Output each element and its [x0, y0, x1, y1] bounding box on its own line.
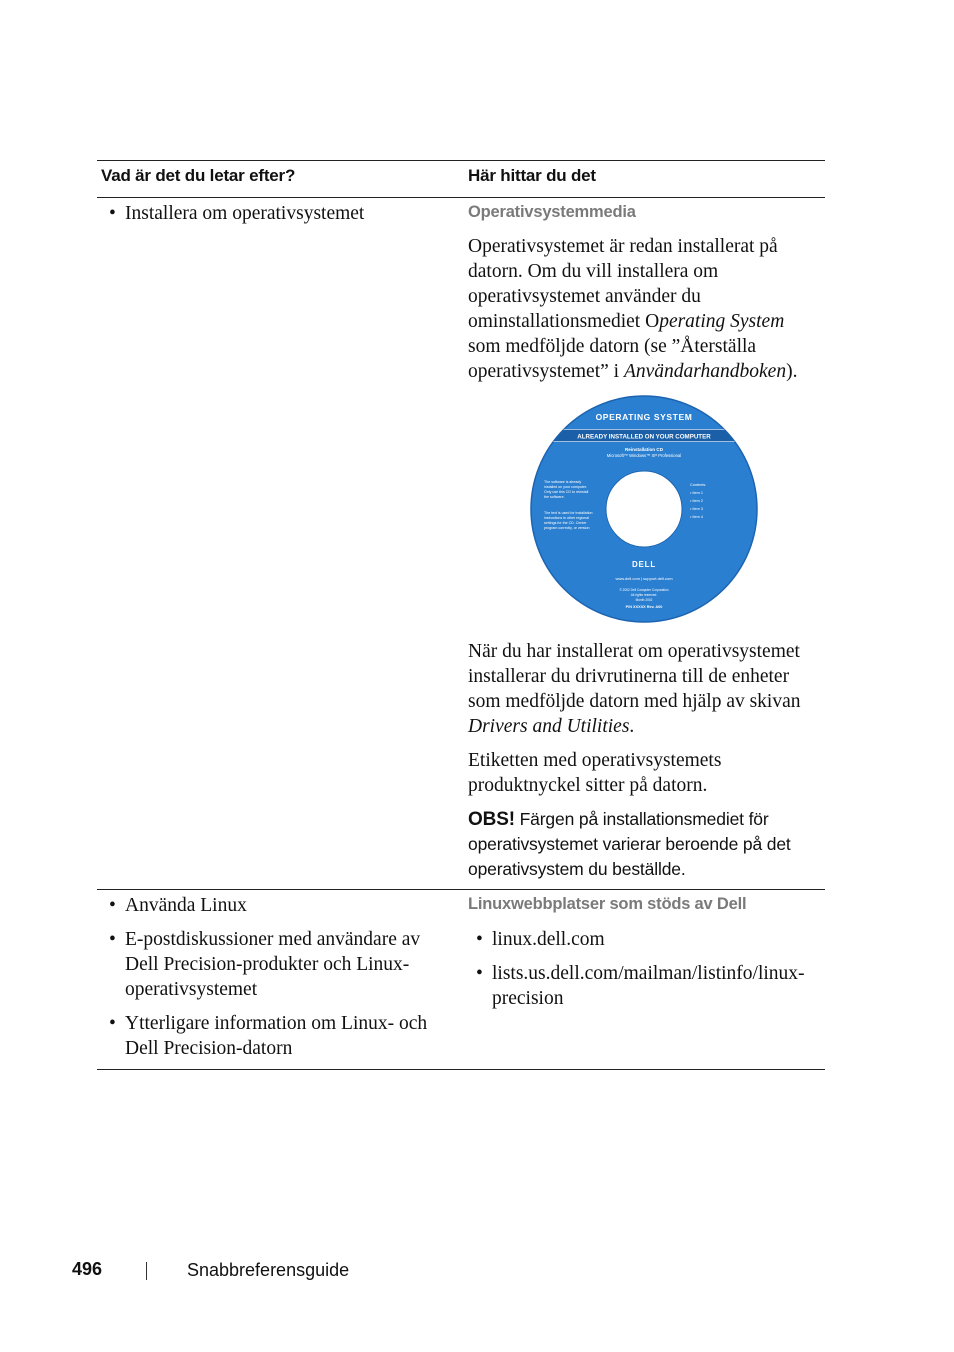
- list-item: • Ytterligare information om Linux- och Dell Precision-datorn: [109, 1013, 428, 1059]
- note-label: OBS!: [468, 809, 515, 830]
- svg-text:Month 2002: Month 2002: [635, 598, 653, 602]
- svg-text:settings for the CD. Center: settings for the CD. Center: [544, 521, 587, 525]
- paragraph-install-drivers: När du har installerat om operativsystemet installerar du drivrutinerna till de enheter som medföljde datorn med hjälp av skivan Drivers and Utilities.: [468, 641, 801, 737]
- svg-text:Contents:: Contents:: [690, 483, 707, 487]
- svg-text:The software is already: The software is already: [544, 480, 582, 484]
- svg-text:© 2002 Dell Computer Corporati: © 2002 Dell Computer Corporation: [619, 588, 669, 592]
- section-subhead-os-media: Operativsystemmedia: [468, 203, 636, 221]
- svg-text:instructions in other regional: instructions in other regional: [544, 516, 589, 520]
- svg-text:• Item 1: • Item 1: [690, 491, 703, 495]
- svg-text:• Item 2: • Item 2: [690, 499, 703, 503]
- cd-band-label: ALREADY INSTALLED ON YOUR COMPUTER: [577, 433, 711, 441]
- paragraph-product-key: Etiketten med operativsystemets produktnyckel sitter på datorn.: [468, 750, 722, 796]
- column-header-what: Vad är det du letar efter?: [101, 166, 296, 185]
- svg-text:All rights reserved.: All rights reserved.: [630, 593, 658, 597]
- svg-text:installed on your computer.: installed on your computer.: [544, 485, 587, 489]
- dell-logo: DELL: [631, 560, 657, 569]
- list-item: • E-postdiskussioner med användare av Dell Precision-produkter och Linux- operativsystemet: [109, 929, 421, 1000]
- svg-text:P/N XXXXX Rev. A00: P/N XXXXX Rev. A00: [625, 605, 663, 609]
- svg-text:program correctly, or version: program correctly, or version: [544, 526, 590, 530]
- section-subhead-linux-sites: Linuxwebbplatser som stöds av Dell: [468, 895, 747, 913]
- footer-title: Snabbreferensguide: [187, 1260, 350, 1280]
- page-number: 496: [72, 1259, 103, 1279]
- link-mailing-list[interactable]: • lists.us.dell.com/mailman/listinfo/linux- precision: [476, 963, 805, 1009]
- cd-top-label: OPERATING SYSTEM: [595, 412, 693, 422]
- cd-sub-title: Reinstallation CD: [624, 447, 664, 452]
- cd-sub-os: Microsoft™ Windows™ XP Professional: [606, 453, 682, 458]
- paragraph-os-installed: Operativsystemet är redan installerat på datorn. Om du vill installera om operativsystemet använder du ominstallationsmediet Operating System som medföljde datorn (se ”Återställa operativsystemet” i Användarhandboken).: [468, 236, 798, 382]
- svg-text:• Item 4: • Item 4: [690, 515, 703, 519]
- svg-text:the software.: the software.: [544, 495, 565, 499]
- footer-divider: [146, 1262, 147, 1280]
- note-box: OBS! Färgen på installationsmediet för operativsystemet varierar beroende på det operativsystem du beställde.: [468, 809, 791, 879]
- list-item: • Använda Linux: [109, 895, 247, 916]
- table-row-divider: [97, 889, 825, 890]
- table-header-rule: [97, 197, 825, 198]
- column-header-where: Här hittar du det: [468, 166, 596, 185]
- svg-text:Only use this CD to reinstall: Only use this CD to reinstall: [544, 490, 589, 494]
- svg-text:• Item 3: • Item 3: [690, 507, 703, 511]
- list-item: • Installera om operativsystemet: [109, 203, 365, 224]
- cd-url: www.dell.com | support.dell.com: [615, 576, 673, 581]
- operating-system-cd-image: [530, 395, 760, 623]
- link-linux-dell[interactable]: • linux.dell.com: [476, 929, 605, 950]
- table-top-rule: [97, 160, 825, 161]
- table-bottom-rule: [97, 1069, 825, 1070]
- svg-text:The text is used for installat: The text is used for installation: [544, 511, 593, 515]
